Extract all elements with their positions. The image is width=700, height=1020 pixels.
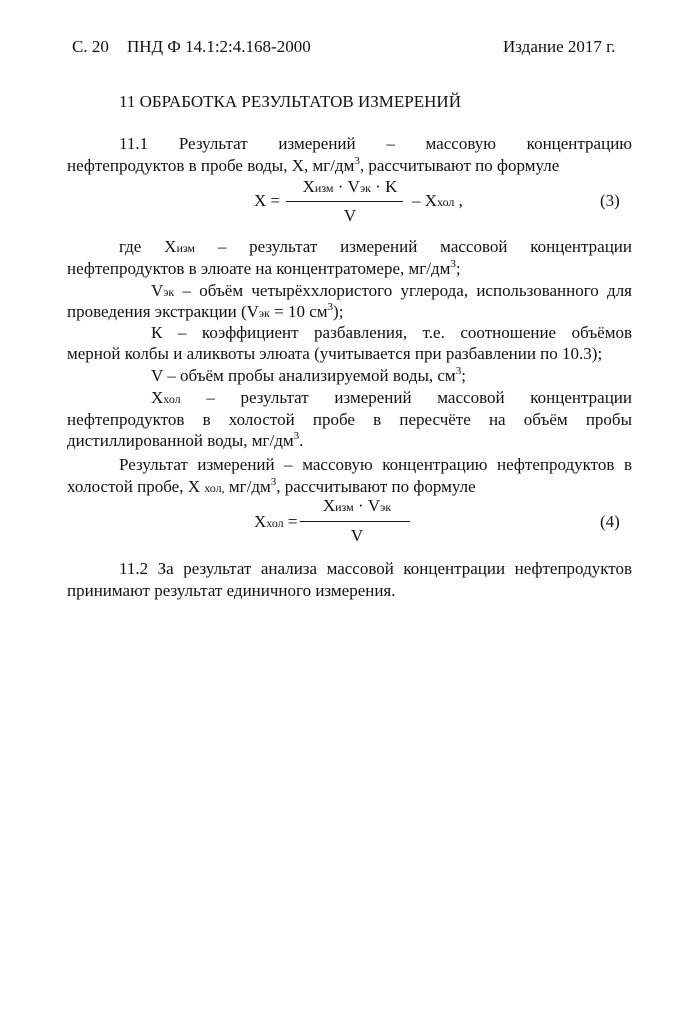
formula-3-fraction-bar — [286, 201, 403, 202]
formula-3-tail: – Xхол , — [412, 191, 463, 210]
formula-3-numerator: Xизм · Vэк · K — [302, 177, 398, 196]
formula-4-number: (4) — [600, 512, 620, 531]
paragraph-11-2-line1: 11.2 За результат анализа массовой концентрации нефтепродуктов — [119, 559, 632, 578]
edition-label: Издание 2017 г. — [503, 37, 616, 56]
document-code: ПНД Ф 14.1:2:4.168-2000 — [127, 37, 311, 56]
formula-4-lhs: Xхол = — [254, 512, 298, 531]
where-v-ek-line2: проведения экстракции (Vэк = 10 $см^3$); — [67, 301, 344, 321]
formula-4-fraction-bar — [300, 521, 410, 522]
paragraph-11-2-line2: принимают результат единичного измерения. — [67, 581, 396, 600]
paragraph-11-1-line1: 11.1 Результат измерений – массовую концентрацию — [119, 134, 632, 153]
where-x-hol-line1: Xхол – результат измерений массовой концентрации — [151, 388, 632, 407]
page-number: С. 20 — [72, 37, 109, 56]
formula-4-denominator: V — [350, 526, 364, 545]
where-x-hol-line3: дистиллированной воды, $мг/дм^3$. — [67, 430, 304, 450]
blank-paragraph-line1: Результат измерений – массовую концентрацию нефтепродуктов в — [119, 455, 632, 474]
where-k-line1: К – коэффициент разбавления, т.е. соотношение объёмов — [151, 323, 632, 342]
blank-paragraph-line2: холостой пробе, X хол, $мг/дм^3$, рассчитывают по формуле — [67, 476, 476, 496]
section-title: 11 ОБРАБОТКА РЕЗУЛЬТАТОВ ИЗМЕРЕНИЙ — [119, 92, 461, 111]
formula-4-numerator: Xизм · Vэк — [322, 496, 392, 515]
formula-3-lhs: X = — [254, 191, 281, 210]
where-v-ek-line1: Vэк – объём четырёххлористого углерода, использованного для — [151, 281, 632, 300]
formula-3-number: (3) — [600, 191, 620, 210]
where-k-line2: мерной колбы и аликвоты элюата (учитывается при разбавлении по 10.3); — [67, 344, 603, 363]
where-x-hol-line2: нефтепродуктов в холостой пробе в пересчёте на объём пробы — [67, 410, 632, 429]
paragraph-11-1-line2: нефтепродуктов в пробе воды, X, $мг/дм^3$, рассчитывают по формуле — [67, 155, 560, 175]
where-x-izm-line2: нефтепродуктов в элюате на концентратомере, $мг/дм^3$; — [67, 258, 461, 278]
formula-3-denominator: V — [343, 206, 357, 225]
where-x-izm-line1: где Xизм – результат измерений массовой концентрации — [119, 237, 632, 256]
where-v: V – объём пробы анализируемой воды, $см^3$; — [151, 365, 466, 385]
